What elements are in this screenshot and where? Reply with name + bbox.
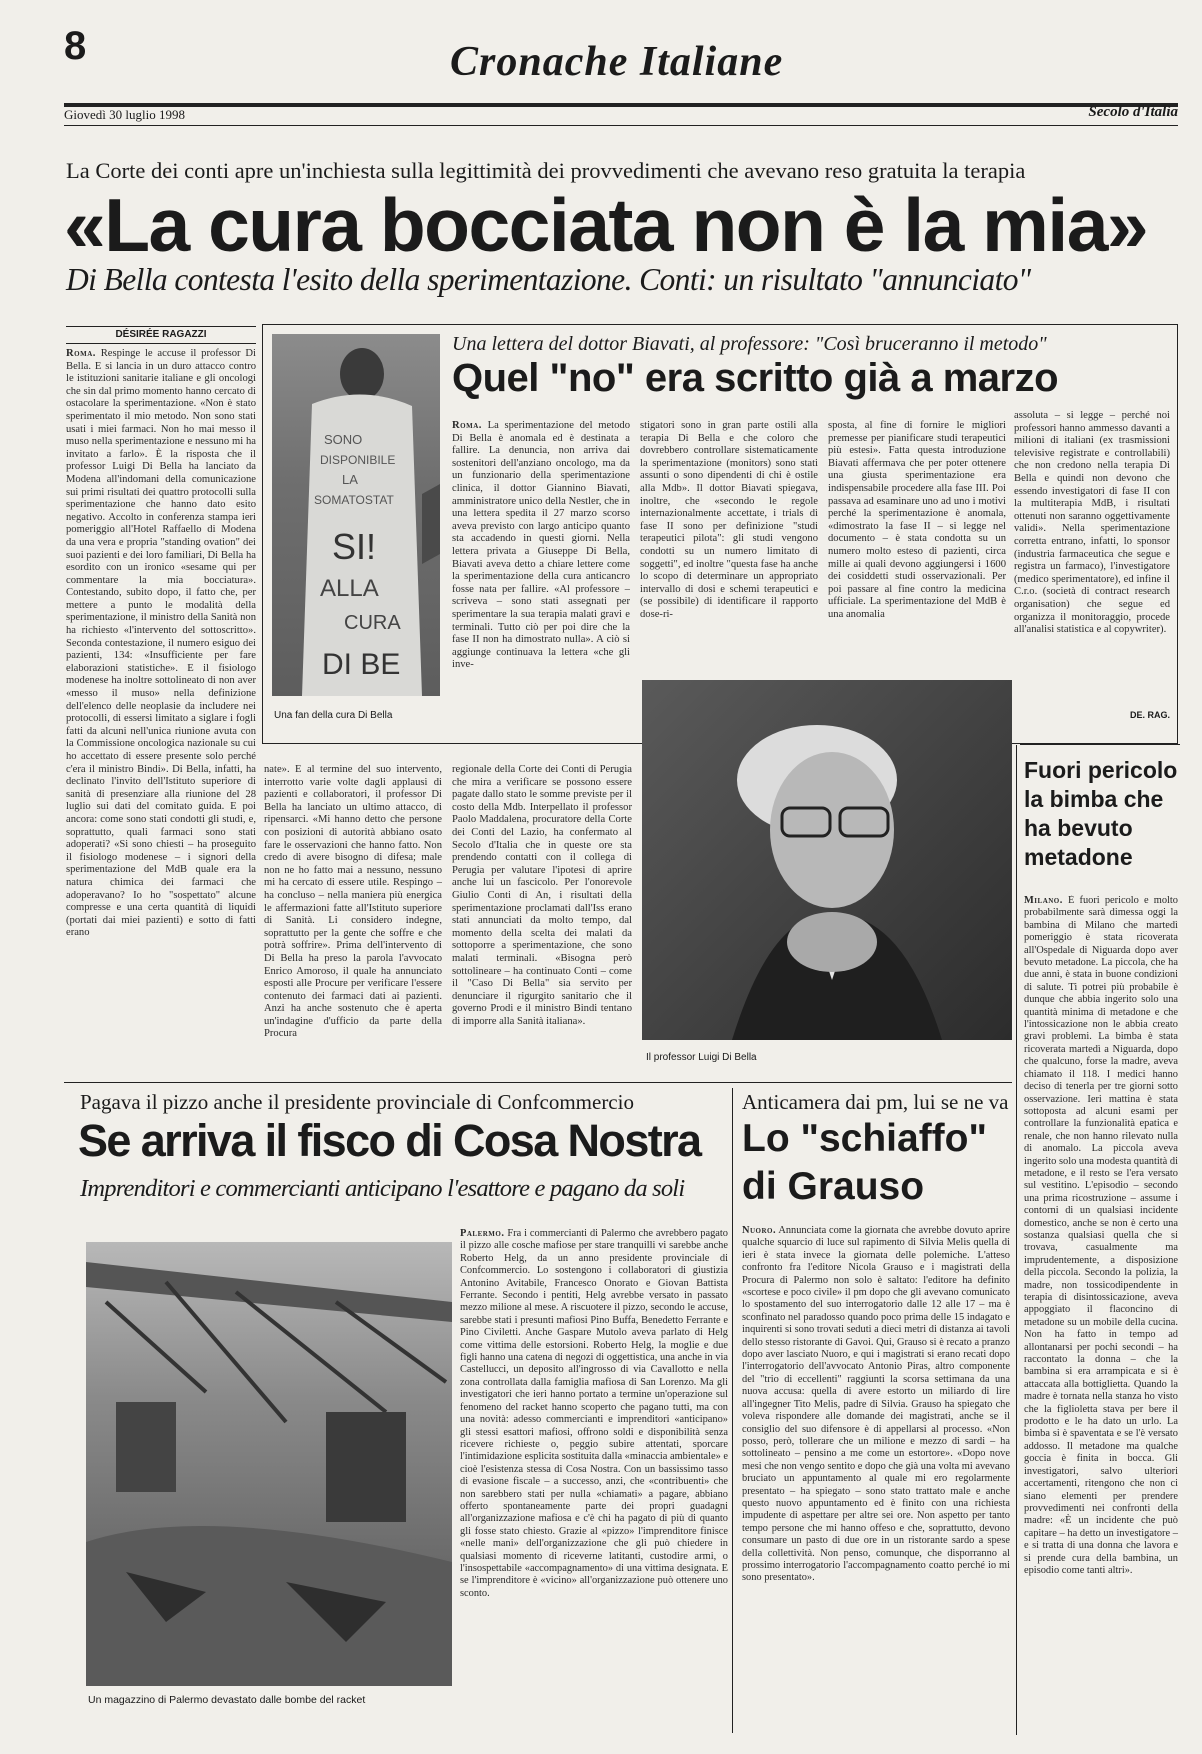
main-story-col1: Roma. Respinge le accuse il professor Di Bella. E si lancia in un duro attacco contro le istituzioni sanitarie italiane e gli oncologi che sin dal primo momento hanno cercato di ostacolare la sperimentazione. «Non è stato sperimentato il mio metodo. Non sono stati usati i miei farmaci. Non ho mai messo il muso nella sperimentazione e nessuno mi ha invitato a farlo». È la risposta che il professor Luigi Di Bella ha lanciato da Modena all'indomani della comunicazione sui primi risultati dei quattro protocolli sulla sperimentazione che hanno dato esito negativo. Accolto in conferenza stampa ieri pomeriggio all'Hotel Raffaello di Modena da una vera e propria "standing ovation" dei suoi pazienti e dei loro familiari, Di Bella ha esordito con un ironico «sesame qui per commentare la mia bocciatura». Contestando, subito dopo, il fatto che, per mettere a punto le modalità della sperimentazione, il ministro della Sanità non ha richiesto «l'intervento del sottoscritto». Seconda contestazione, il numero esiguo dei pazienti, 134: «Insufficiente per fare elaborazioni statistiche». E il fisiologo modenese ha inoltre sottolineato di non aver «messo il muso» nella definizione dell'elenco delle neoplasie da includere nei protocolli, di essersi limitato a siglare i fogli fatti da alcuni nell'unica riunione avuta con la Commissione oncologica nazionale su cui ho accettato di essere presente solo perché c'era il ministro Bindi». Di Bella, infatti, ha declinato l'invito dell'Istituto superiore di sanità di presenziare alla riunione del 28 luglio sui dati del comitato guida. E poi ancora: come sono stati condotti gli studi, e, soprattutto, quali farmaci sono stati adoperati? «Si sono chiesti – ha proseguito il fisiologo modenese – i signori della sperimentazione del MdB quale era la natura chimica dei farmaci che adoperavano? Io ho "sospettato" alcune compresse e una certa quantità di liquidi (portati dai miei pazienti) e sotto di fatti erano (66, 348, 256, 939)
svg-text:DISPONIBILE: DISPONIBILE (320, 453, 396, 467)
metadone-body: Milano. È fuori pericolo e molto probabilmente sarà dimessa oggi la bambina di Milano che martedì pomeriggio è stata ricoverata all'Ospedale di Niguarda dopo aver bevuto metadone. La piccola, che ha due anni, è stata in buone condizioni di salute. Ti potrei più probabile è dunque che abbia ingerito solo una quantità minima di metadone e che l'intossicazione non le abbia creato gravi problemi. La bimba è stata ricoverata martedì a Niguarda, dopo che qualcuno, forse la madre, aveva chiamato il 118. I medici hanno deciso di tenerla per tre giorni sotto osservazione. Ieri mattina è stata sottoposta ad alcuni esami per controllare la funzionalità epatica e renale, che non hanno rilevato nulla di anomalo. La piccola aveva ingerito solo una modesta quantità di metadone, e il resto se l'era versato sul vestitino. L'episodio – secondo una prima ricostruzione – assume i contorni di un qualsiasi incidente domestico, anche se non è certo una sostanza qualsiasi quella che si trovava, casualmente ma imprudentemente, a disposizione della piccola. Secondo la polizia, la madre, non tossicodipendente in terapia di disintossicazione, aveva appoggiato il flaconcino di metadone su un mobile della cucina. Non ha fatto in tempo ad allontanarsi per pochi secondi – ha raccontato la donna – che la bambina si era arrampicata e si è attaccata alla bottiglietta. Quando la madre è tornata nella stanza ho visto che la figlioletta stava per bere il prodotto e le ha dato un urlo. La bimba si è spaventata e se l'è versato addosso. Il metadone ma qualche goccia è finita in bocca. Gli investigatori, salvo ulteriori accertamenti, ritengono che non ci siano elementi per prendere provvedimenti nei confronti della madre: «È un incidente che può capitare – ha detto un investigatore – e si tratta di una donna che lavora e si prende cura della bambina, un episodio come tanti altri». (1024, 895, 1178, 1576)
masthead-rule (64, 103, 1178, 107)
main-subhead: Di Bella contesta l'esito della sperimentazione. Conti: un risultato "annunciato" (66, 262, 1031, 297)
biavati-kicker: Una lettera del dottor Biavati, al professore: "Così bruceranno il metodo" (452, 333, 1047, 355)
main-headline: «La cura bocciata non è la mia» (64, 183, 1148, 267)
protest-photo (272, 334, 440, 696)
racket-kicker: Pagava il pizzo anche il presidente provinciale di Confcommercio (80, 1090, 634, 1114)
portrait-photo-svg (642, 680, 1012, 1040)
svg-text:SI!: SI! (332, 526, 377, 567)
portrait-caption: Il professor Luigi Di Bella (646, 1052, 757, 1063)
grauso-headline: Lo "schiaffo" di Grauso (742, 1117, 987, 1208)
svg-text:ALLA: ALLA (320, 575, 379, 602)
protest-photo-svg (272, 334, 440, 696)
biavati-col3: sposta, al fine di fornire le migliori premesse per pianificare studi terapeutici più estesi». Fatta questa introduzione Biavati affermava che per poter ottenere una giusta sperimentazione era indispensabile procedere alla fase III. Poi passava ad esaminare uno ad uno i motivi perché la sperimentazione è anomala, «dimostrato la fase II – si legge nel documento – è stata condotta su un numero molto esteso di pazienti, circa mille ai quali devono aggiungersi i 1600 dei cosiddetti studi osservazionali. Per poi passare al fine contro la medicina ufficiale. La sperimentazione del MdB è una anomalia (828, 420, 1006, 620)
protest-caption: Una fan della cura Di Bella (274, 710, 393, 721)
page-number: 8 (64, 24, 87, 68)
biavati-signoff: DE. RAG. (1130, 710, 1171, 720)
grauso-body: Nuoro. Annunciata come la giornata che avrebbe dovuto aprire qualche squarcio di luce sul rapimento di Silvia Melis quella di ieri è stata invece la giornata delle polemiche. L'atteso confronto fra l'editore Nicola Grauso e i magistrati della Procura di Palermo non solo è saltato: l'editore ha definito «scortese e poco civile» il pm dopo che gli avevano comunicato lo spostamento del suo interrogatorio dalle 12 alle 17 – ma è sconfinato nel paradosso quando poco prima delle 15 indagato e inquirenti si sono trovati seduti a dieci metri di distanza ai tavoli dello stesso ristorante di Gavoi. Qui, Grauso si è recato a pranzo dopo aver lasciato Nuoro, e qui i magistrati si erano recati dopo l'interrogatorio dell'avvocato Antonio Piras, altro componente del "trio di eccellenti" raggiunti la scorsa settimana da una nuova accusa: quella di avere estorto un miliardo di lire all'ingegner Tito Melis, padre di Silvia. Grauso ha spiegato che voleva rispondere alle domande dei magistrati, anche se il consiglio del suo difensore è di appellarsi al processo. «Non posso, però, tollerare che un milione e mezzo di sardi – ha sottolineato – pensino a me come un estortore». «Dopo nove mesi che non vengo sentito e dopo che già una volta mi avevano bruciato un appuntamento al quale mi ero regolarmente presentato – ha spiegato – sono stato trattato male e anche questo nuovo appuntamento ed è finito con una richiesta impudente di aspettare per altre sei ore. Non aspetto per tanto tempo persone che mi hanno offeso e che, soprattutto, devono consumare un pasto di due ore in un ristorante sardo a spese della collettività. Non penso, comunque, che disporranno al prossimo interrogatorio l'accompagnamento coatto perché io mi sono presentato». (742, 1225, 1010, 1584)
svg-text:DI BE: DI BE (322, 648, 401, 681)
biavati-headline: Quel "no" era scritto già a marzo (452, 356, 1059, 400)
section-title: Cronache Italiane (450, 39, 784, 85)
byline: DÉSIRÉE RAGAZZI (115, 329, 207, 340)
svg-text:CURA: CURA (344, 612, 401, 634)
biavati-col1: Roma. La sperimentazione del metodo Di Bella è anomala ed è destinata a fallire. La denuncia, non arriva dai sostenitori dell'anziano oncologo, ma da un funzionario della sperimentazione clinica, il dottor Giannino Biavati, amministratore unico della Nestler, che in una lettera spedita il 27 marzo scorso aveva previsto con largo anticipo quanto sta accadendo in questi giorni. Nella lettera privata a Giuseppe Di Bella, Biavati aveva detto a chiare lettere come la sperimentazione della cura anticancro fosse nata per fallire. «Al professore – scriveva – sono stati assegnati per sperimentare la sua terapia malati gravi e terminali. Tutto ciò per poi dire che la fase II non ha dimostrato nulla». A ciò si aggiunge continuava la lettera «che gli inve- (452, 420, 630, 671)
racket-headline: Se arriva il fisco di Cosa Nostra (78, 1115, 701, 1166)
main-kicker: La Corte dei conti apre un'inchiesta sulla legittimità dei provvedimenti che avevano reso gratuita la terapia (66, 158, 1026, 183)
paper-name: Secolo d'Italia (1088, 104, 1178, 120)
warehouse-caption: Un magazzino di Palermo devastato dalle bombe del racket (88, 1694, 366, 1706)
portrait-photo (642, 680, 1012, 1040)
biavati-col2: stigatori sono in gran parte ostili alla terapia Di Bella e che coloro che dovrebbero controllare sistematicamente la sperimentazione (monitors) sono stati assunti o sono dipendenti di chi è ostile alla Mdb». Il dottor Biavati spiegava, inoltre, che «secondo le regole internazionalmente accettate, i trials di fase II sono per definizione "studi terapeutici pilota": gli studi vengono condotti su un numero limitato di soggetti", ed inoltre "questa fase ha anche lo scopo di determinare un appropriato intervallo di dosi e schemi terapeutici e (se possibile) di identificare il rapporto dose-ri- (640, 420, 818, 620)
svg-text:SONO: SONO (324, 432, 363, 447)
main-story-col3: regionale della Corte dei Conti di Perugia che mira a verificare se possono essere pagate dallo stato le somme previste per il costo della Mdb. Interpellato il professor Paolo Maddalena, procuratore della Corte dei Conti del Lazio, ha confermato al Secolo d'Italia che in queste ore sta prendendo contatti con il collega di Perugia per valutare l'ipotesi di aprire anche lui un fascicolo. Per l'onorevole Giulio Conti di An, i risultati della sperimentazione proclamati dall'Iss erano stati annunciati da molto tempo, dal momento della scelta dei malati da sottoporre a sperimentazione, che sono malati terminali. «Bisogna però sottolineare – ha continuato Conti – come il "Caso Di Bella" sia servito per denunciare il rigurgito sanitario che il governo Prodi e il ministro Bindi tentano di imporre alla Sanità italiana». (452, 764, 632, 1027)
racket-body-col1: Palermo. Fra i commercianti di Palermo che avrebbero pagato il pizzo alle cosche mafiose per stare tranquilli vi sarebbe anche Roberto Helg, da un anno presidente provinciale di Confcommercio. Lo sostengono i collaboratori di giustizia Antonino Avitabile, Francesco Onorato e Giovan Battista Ferrante. Secondo i pentiti, Helg avrebbe versato in passato mezzo milione al mese. A riscuotere il pizzo, secondo le accuse, sarebbe stati i presunti mafiosi Pino Buffa, Benedetto Ferrante e Pino Civiletti. Anche Gaspare Mutolo aveva parlato di Helg come vittima delle estorsioni. Roberto Helg, la moglie e due figli hanno una catena di negozi di oggettistica, una anche in via Castellucci, un deposito all'ingrosso di via Cavallotto e nella zona controllata dalla famiglia mafiosa di San Lorenzo. Ma gli investigatori che ieri hanno portato a termine un'operazione sul fenomeno del racket hanno scoperto che pagano tutti, ma con una novità: adesso commercianti e imprenditori «anticipano» gli stessi esattori mafiosi, offrono soldi e disponibilità senza ricevere richieste o, peggio subire attentati, sporcare l'intimidazione esplicita sostituita dalla «minaccia ambientale» e cioè l'esistenza stessa di Cosa Nostra. Con un bassissimo tasso di evasione fiscale – a successo, anzi, che «contribuenti» che non sarebbero stati per nulla «chiamati» a pagare, abbiano offerto spontaneamente parte dei propri guadagni all'organizzazione mafiosa e c'è chi ha pagato di più di quanto gli fosse stato chiesto. Grazie al «pizzo» l'imprenditore finisce «nelle mani» dell'organizzazione che gli può chiedere in qualsiasi momento di riceverne latitanti, custodire armi, o l'insospettabile «accompagnamento» di una vittima designata. E se l'imprenditore è «vicino» all'organizzazione può ottenere uno sconto. (460, 1228, 728, 1599)
issue-date: Giovedì 30 luglio 1998 (64, 107, 185, 122)
metadone-headline: Fuori pericolo la bimba che ha bevuto metadone (1024, 757, 1178, 870)
warehouse-photo-svg (86, 1242, 452, 1686)
racket-subhead: Imprenditori e commercianti anticipano l'esattore e pagano da soli (80, 1175, 685, 1202)
biavati-col4: assoluta – si legge – perché noi professori hanno ammesso davanti a milioni di italiani (ex trasmissioni televisive registrate e controllabili) che non credono nella terapia Di Bella e quindi non devono che essendo investigatori di fase II con la multiterapia MdB, i risultati ottenuti non saranno oggettivamente validi». Nella sperimentazione corretta entrano, infatti, lo sponsor (industria farmaceutica che segue e registra un farmaco), l'investigatore (medico sperimentatore), ed infine il C.r.o. (società di contract research organisation) che segue ed organizza il monitoraggio, procede all'analisi statistica e al copywriter). (1014, 410, 1170, 636)
svg-text:LA: LA (342, 472, 358, 487)
svg-text:SOMATOSTAT: SOMATOSTAT (314, 493, 394, 507)
grauso-kicker: Anticamera dai pm, lui se ne va (742, 1090, 1009, 1114)
main-story-col2: nate». E al termine del suo intervento, interrotto varie volte dagli applausi di pazienti e collaboratori, il professor Di Bella ha lanciato un ultimo attacco, di ripensarci. «Mi hanno detto che persone con posizioni di autorità abbiano osato fare le osservazioni che hanno fatto. Non credo di avere bisogno di difesa; male non ne ho fatto mai a nessuno, nessuno mi ha cercato di essere utile. Respingo – ha concluso – nella maniera più energica le affermazioni fatte all'Istituto superiore di Sanità. Li considero indegne, soprattutto per la gente che soffre e che potrà soffrire». Prima dell'intervento di Di Bella ha preso la parola l'avvocato Enrico Amoroso, il quale ha annunciato esposti alle Procure per verificare l'essere contenuto dei farmaci dati ai pazienti. Anzi ha anche sostenuto che è aperta un'indagine d'ufficio da parte della Procura (264, 764, 442, 1040)
warehouse-photo (86, 1242, 452, 1686)
